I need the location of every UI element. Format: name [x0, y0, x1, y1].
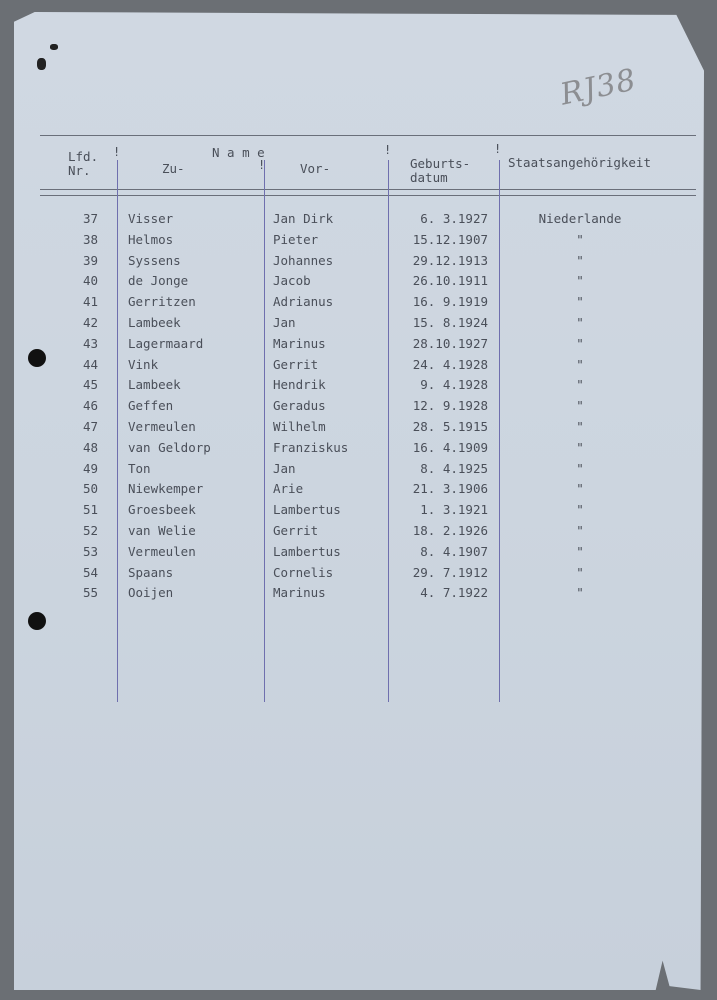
cell-zuname: van Welie: [128, 523, 196, 538]
header-top-rule: [40, 135, 696, 136]
header-geburtsdatum: Geburts- datum: [410, 156, 471, 185]
table-row: [0, 233, 717, 253]
cell-staatsangehoerigkeit: ": [576, 252, 584, 268]
table-row: [0, 295, 717, 315]
cell-staatsangehoerigkeit: ": [576, 231, 584, 247]
cell-staatsangehoerigkeit: ": [576, 481, 584, 497]
cell-staatsangehoerigkeit: Niederlande: [538, 211, 622, 226]
cell-zuname: Syssens: [128, 252, 181, 268]
cell-vorname: Lambertus: [273, 502, 341, 518]
cell-staatsangehoerigkeit: ": [576, 335, 584, 351]
cell-geburtsdatum: 12. 9.1928: [412, 398, 488, 414]
cell-geburtsdatum: 15.12.1907: [412, 231, 488, 247]
cell-geburtsdatum: 16. 9.1919: [412, 294, 488, 310]
cell-lfd-nr: 47: [82, 419, 98, 434]
cell-lfd-nr: 50: [82, 481, 98, 497]
cell-lfd-nr: 54: [82, 564, 98, 580]
cell-vorname: Pieter: [273, 231, 319, 247]
cell-vorname: Jan: [273, 315, 296, 330]
cell-zuname: Lagermaard: [128, 335, 204, 351]
cell-geburtsdatum: 21. 3.1906: [412, 481, 488, 497]
cell-lfd-nr: 40: [82, 273, 98, 289]
table-row: [0, 420, 717, 440]
cell-lfd-nr: 51: [82, 502, 98, 518]
cell-geburtsdatum: 16. 4.1909: [412, 439, 488, 455]
cell-zuname: Vermeulen: [128, 419, 196, 434]
cell-geburtsdatum: 28. 5.1915: [412, 419, 488, 434]
cell-lfd-nr: 55: [82, 585, 98, 601]
cell-vorname: Jan: [273, 460, 296, 476]
cell-lfd-nr: 49: [82, 460, 98, 476]
cell-vorname: Jan Dirk: [273, 211, 334, 226]
table-row: [0, 503, 717, 523]
cell-zuname: Spaans: [128, 564, 174, 580]
cell-geburtsdatum: 29. 7.1912: [412, 564, 488, 580]
header-separator: !: [384, 143, 392, 157]
header-mid-rule: [40, 189, 696, 190]
cell-zuname: Vermeulen: [128, 543, 196, 559]
table-row: [0, 274, 717, 294]
cell-zuname: Lambeek: [128, 377, 181, 393]
table-row: [0, 378, 717, 398]
cell-lfd-nr: 39: [82, 252, 98, 268]
cell-geburtsdatum: 26.10.1911: [412, 273, 488, 289]
cell-lfd-nr: 42: [82, 315, 98, 330]
cell-vorname: Marinus: [273, 335, 326, 351]
table-row: [0, 316, 717, 336]
cell-geburtsdatum: 15. 8.1924: [412, 315, 488, 330]
cell-vorname: Marinus: [273, 585, 326, 601]
cell-lfd-nr: 41: [82, 294, 98, 310]
cell-lfd-nr: 37: [82, 211, 98, 226]
cell-geburtsdatum: 8. 4.1907: [420, 543, 488, 559]
cell-lfd-nr: 43: [82, 335, 98, 351]
cell-staatsangehoerigkeit: ": [576, 419, 584, 434]
cell-vorname: Cornelis: [273, 564, 334, 580]
cell-geburtsdatum: 9. 4.1928: [420, 377, 488, 393]
cell-vorname: Arie: [273, 481, 304, 497]
cell-staatsangehoerigkeit: ": [576, 502, 584, 518]
cell-vorname: Hendrik: [273, 377, 326, 393]
cell-vorname: Johannes: [273, 252, 334, 268]
cell-geburtsdatum: 1. 3.1921: [420, 502, 488, 518]
cell-staatsangehoerigkeit: ": [576, 523, 584, 538]
cell-staatsangehoerigkeit: ": [576, 294, 584, 310]
header-name: N a m e: [212, 145, 265, 160]
table-row: [0, 254, 717, 274]
header-lfd-nr: Lfd. Nr.: [68, 149, 99, 178]
cell-geburtsdatum: 18. 2.1926: [412, 523, 488, 538]
cell-vorname: Jacob: [273, 273, 311, 289]
cell-zuname: Groesbeek: [128, 502, 196, 518]
table-row: [0, 337, 717, 357]
cell-zuname: Visser: [128, 211, 174, 226]
table-row: [0, 212, 717, 232]
cell-zuname: Vink: [128, 356, 159, 372]
table-row: [0, 462, 717, 482]
header-bottom-rule: [40, 195, 696, 196]
cell-geburtsdatum: 29.12.1913: [412, 252, 488, 268]
cell-zuname: van Geldorp: [128, 439, 211, 455]
cell-zuname: Ooijen: [128, 585, 174, 601]
handwritten-annotation: RJ38: [557, 62, 640, 113]
ink-stain: [50, 44, 58, 50]
header-vor: Vor-: [300, 161, 331, 176]
cell-lfd-nr: 38: [82, 231, 98, 247]
cell-zuname: Ton: [128, 460, 151, 476]
cell-staatsangehoerigkeit: ": [576, 543, 584, 559]
cell-vorname: Wilhelm: [273, 419, 326, 434]
table-row: [0, 441, 717, 461]
table-row: [0, 482, 717, 502]
cell-zuname: Geffen: [128, 398, 174, 414]
cell-staatsangehoerigkeit: ": [576, 439, 584, 455]
header-zu: Zu-: [162, 161, 185, 176]
header-separator: !: [258, 158, 266, 172]
table-row: [0, 524, 717, 544]
cell-geburtsdatum: 8. 4.1925: [420, 460, 488, 476]
cell-vorname: Adrianus: [273, 294, 334, 310]
ink-stain: [37, 58, 46, 70]
cell-vorname: Gerrit: [273, 356, 319, 372]
cell-staatsangehoerigkeit: ": [576, 356, 584, 372]
cell-lfd-nr: 45: [82, 377, 98, 393]
cell-staatsangehoerigkeit: ": [576, 460, 584, 476]
cell-zuname: Lambeek: [128, 315, 181, 330]
table-row: [0, 358, 717, 378]
cell-staatsangehoerigkeit: ": [576, 273, 584, 289]
punch-hole-bottom: [28, 612, 46, 630]
header-separator: !: [113, 145, 121, 159]
header-separator: !: [494, 142, 502, 156]
cell-lfd-nr: 48: [82, 439, 98, 455]
table-row: [0, 545, 717, 565]
cell-vorname: Geradus: [273, 398, 326, 414]
cell-lfd-nr: 46: [82, 398, 98, 414]
table-row: [0, 399, 717, 419]
table-row: [0, 566, 717, 586]
cell-lfd-nr: 52: [82, 523, 98, 538]
cell-geburtsdatum: 6. 3.1927: [420, 211, 488, 226]
cell-geburtsdatum: 24. 4.1928: [412, 356, 488, 372]
cell-geburtsdatum: 28.10.1927: [412, 335, 488, 351]
cell-zuname: Gerritzen: [128, 294, 196, 310]
cell-zuname: Niewkemper: [128, 481, 204, 497]
cell-lfd-nr: 44: [82, 356, 98, 372]
cell-staatsangehoerigkeit: ": [576, 315, 584, 330]
cell-staatsangehoerigkeit: ": [576, 377, 584, 393]
cell-geburtsdatum: 4. 7.1922: [420, 585, 488, 601]
table-row: [0, 586, 717, 606]
header-staatsangehoerigkeit: Staatsangehörigkeit: [508, 155, 651, 170]
cell-staatsangehoerigkeit: ": [576, 398, 584, 414]
cell-vorname: Franziskus: [273, 439, 349, 455]
cell-vorname: Gerrit: [273, 523, 319, 538]
cell-zuname: Helmos: [128, 231, 174, 247]
cell-zuname: de Jonge: [128, 273, 189, 289]
cell-vorname: Lambertus: [273, 543, 341, 559]
cell-staatsangehoerigkeit: ": [576, 564, 584, 580]
cell-lfd-nr: 53: [82, 543, 98, 559]
cell-staatsangehoerigkeit: ": [576, 585, 584, 601]
